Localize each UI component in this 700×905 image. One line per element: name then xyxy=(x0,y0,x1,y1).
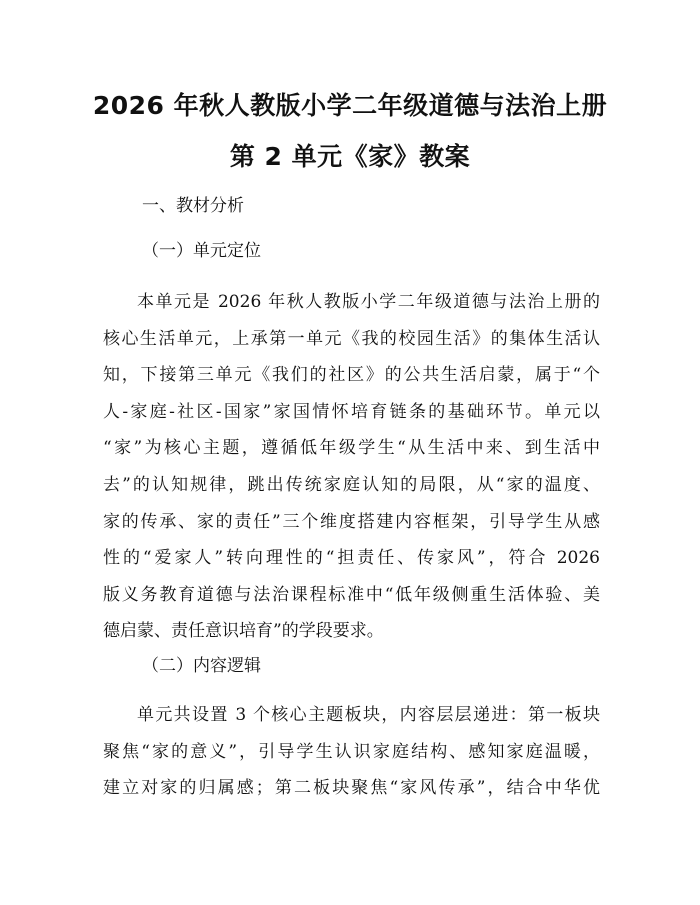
subsection-heading-content-logic: （二）内容逻辑 xyxy=(142,656,261,676)
paragraph-unit-positioning xyxy=(103,284,600,650)
paragraph-line: 版义务教育道德与法治课程标准中“低年级侧重生活体验、美 xyxy=(103,584,600,605)
paragraph-line: 核心生活单元，上承第一单元《我的校园生活》的集体生活认 xyxy=(103,328,600,349)
paragraph-line: 家的传承、家的责任”三个维度搭建内容框架，引导学生从感 xyxy=(103,511,600,532)
paragraph-line: 知，下接第三单元《我们的社区》的公共生活启蒙，属于“个 xyxy=(103,365,600,386)
section-heading-textbook-analysis: 一、教材分析 xyxy=(142,196,244,216)
paragraph-content-logic xyxy=(103,697,600,807)
paragraph-line: 去”的认知规律，跳出传统家庭认知的局限，从“家的温度、 xyxy=(103,474,600,495)
paragraph-line: 单元共设置 3 个核心主题板块，内容层层递进：第一板块 xyxy=(137,705,600,725)
paragraph-line: 性的“爱家人”转向理性的“担责任、传家风”，符合 2026 xyxy=(103,548,600,569)
paragraph-line: 德启蒙、责任意识培育”的学段要求。 xyxy=(103,621,384,642)
paragraph-line: “家”为核心主题，遵循低年级学生“从生活中来、到生活中 xyxy=(103,438,600,459)
document-title-line-2: 第 2 单元《家》教案 xyxy=(229,142,471,171)
document-title-line-1: 2026 年秋人教版小学二年级道德与法治上册 xyxy=(92,91,608,120)
paragraph-line: 建立对家的归属感；第二板块聚焦“家风传承”，结合中华优 xyxy=(103,778,600,799)
subsection-heading-unit-positioning: （一）单元定位 xyxy=(142,241,261,261)
paragraph-line: 聚焦“家的意义”，引导学生认识家庭结构、感知家庭温暖， xyxy=(103,741,600,762)
paragraph-line: 本单元是 2026 年秋人教版小学二年级道德与法治上册的 xyxy=(137,292,600,312)
paragraph-line: 人-家庭-社区-国家”家国情怀培育链条的基础环节。单元以 xyxy=(103,401,600,422)
